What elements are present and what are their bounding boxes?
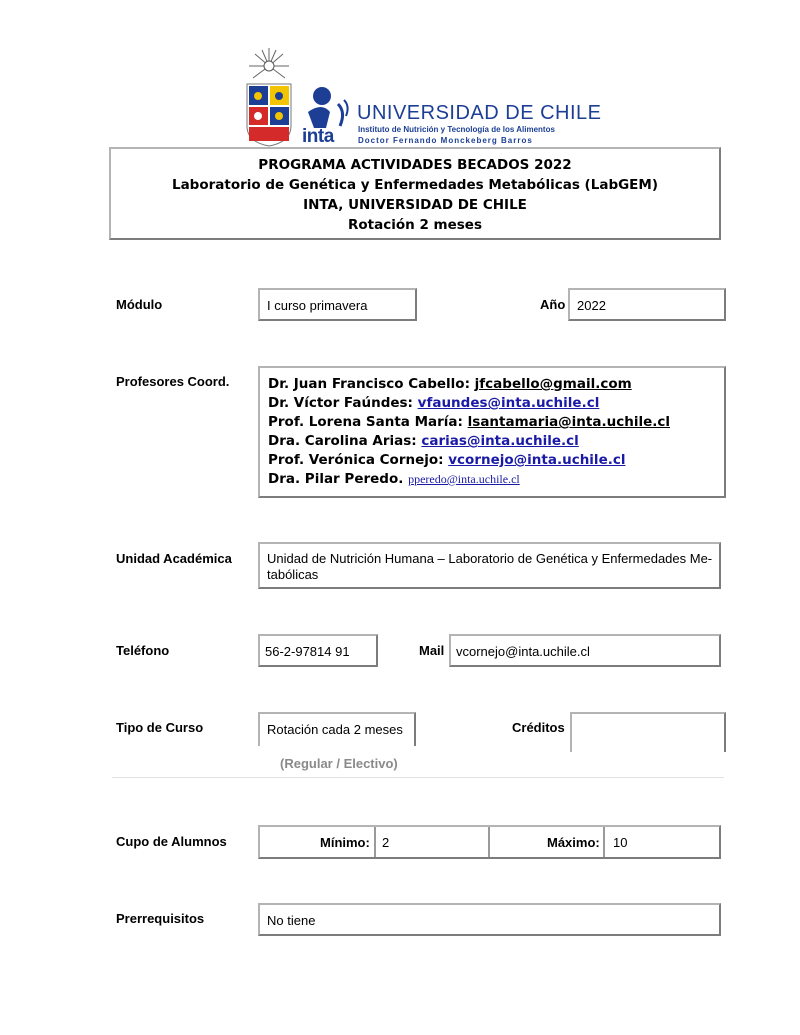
cupo-min-field[interactable] [374, 827, 490, 857]
university-name: UNIVERSIDAD DE CHILE [357, 102, 602, 124]
cupo-label: Cupo de Alumnos [116, 834, 227, 849]
title-line-1: PROGRAMA ACTIVIDADES BECADOS 2022 [258, 157, 572, 173]
title-box [109, 147, 721, 240]
profesor-row [268, 413, 724, 432]
profesor-row [268, 432, 724, 451]
inta-logo-text: inta [302, 126, 334, 147]
prerrequisitos-label: Prerrequisitos [116, 911, 205, 926]
profesor-row [268, 375, 724, 394]
profesor-name: Dra. Pilar Peredo. [268, 471, 409, 487]
unidad-field[interactable] [258, 542, 721, 589]
profesor-name: Dr. Víctor Faúndes: [268, 395, 418, 411]
profesor-row [268, 470, 724, 489]
cupo-min-value: 2 [382, 835, 390, 850]
tipo-curso-label: Tipo de Curso [116, 720, 204, 735]
unidad-label: Unidad Académica [116, 551, 232, 566]
title-line-2: Laboratorio de Genética y Enfermedades Metabólicas (LabGEM) [171, 177, 659, 193]
profesores-field[interactable] [258, 366, 726, 498]
profesor-email-link[interactable]: vcornejo@inta.uchile.cl [448, 452, 626, 468]
modulo-label: Módulo [116, 297, 163, 312]
telefono-value: 56-2-97814 91 [265, 644, 350, 659]
cupo-max-value: 10 [613, 835, 628, 850]
tipo-curso-hint: (Regular / Electivo) [280, 756, 398, 771]
profesores-label: Profesores Coord. [116, 374, 230, 389]
cupo-field [258, 825, 721, 859]
title-line-3: INTA, UNIVERSIDAD DE CHILE [303, 197, 527, 213]
prerrequisitos-value: No tiene [267, 913, 316, 928]
anio-value: 2022 [577, 298, 606, 313]
profesor-email-link[interactable]: vfaundes@inta.uchile.cl [417, 395, 600, 411]
cupo-max-field[interactable] [603, 827, 719, 857]
cupo-max-label: Máximo: [547, 835, 600, 850]
profesor-email-link[interactable]: carias@inta.uchile.cl [421, 433, 579, 449]
mail-field[interactable] [449, 634, 721, 667]
tipo-curso-value: Rotación cada 2 meses [267, 722, 403, 737]
title-line-4: Rotación 2 meses [348, 217, 482, 233]
creditos-label: Créditos [512, 720, 565, 735]
profesor-name: Dra. Carolina Arias: [268, 433, 422, 449]
tipo-curso-field[interactable] [258, 712, 416, 746]
profesor-email-link[interactable]: pperedo@inta.uchile.cl [408, 472, 520, 486]
profesor-email[interactable]: jfcabello@gmail.com [474, 376, 632, 392]
cupo-min-label: Mínimo: [320, 835, 370, 850]
profesor-name: Prof. Lorena Santa María: [268, 414, 468, 430]
telefono-field[interactable] [258, 634, 378, 667]
institute-subtitle: Doctor Fernando Monckeberg Barros [358, 136, 533, 145]
anio-field[interactable] [568, 288, 726, 321]
institute-name: Instituto de Nutrición y Tecnología de los Alimentos [358, 125, 555, 134]
profesor-name: Dr. Juan Francisco Cabello: [268, 376, 475, 392]
creditos-field[interactable] [570, 712, 726, 752]
unidad-value-line-1: Unidad de Nutrición Humana – Laboratorio de Genética y Enfermedades Me- [267, 551, 713, 566]
profesor-row [268, 451, 724, 470]
profesor-row [268, 394, 724, 413]
mail-label: Mail [419, 643, 445, 658]
profesor-name: Prof. Verónica Cornejo: [268, 452, 449, 468]
anio-label: Año [540, 297, 566, 312]
unidad-value-line-2: tabólicas [267, 567, 319, 582]
inta-logo [300, 82, 352, 148]
university-seal-logo [243, 46, 295, 148]
divider [112, 777, 724, 778]
modulo-field[interactable] [258, 288, 417, 321]
profesor-email[interactable]: lsantamaria@inta.uchile.cl [467, 414, 670, 430]
telefono-label: Teléfono [116, 643, 170, 658]
prerrequisitos-field[interactable] [258, 903, 721, 936]
modulo-value: I curso primavera [267, 298, 368, 313]
mail-value: vcornejo@inta.uchile.cl [456, 644, 590, 659]
